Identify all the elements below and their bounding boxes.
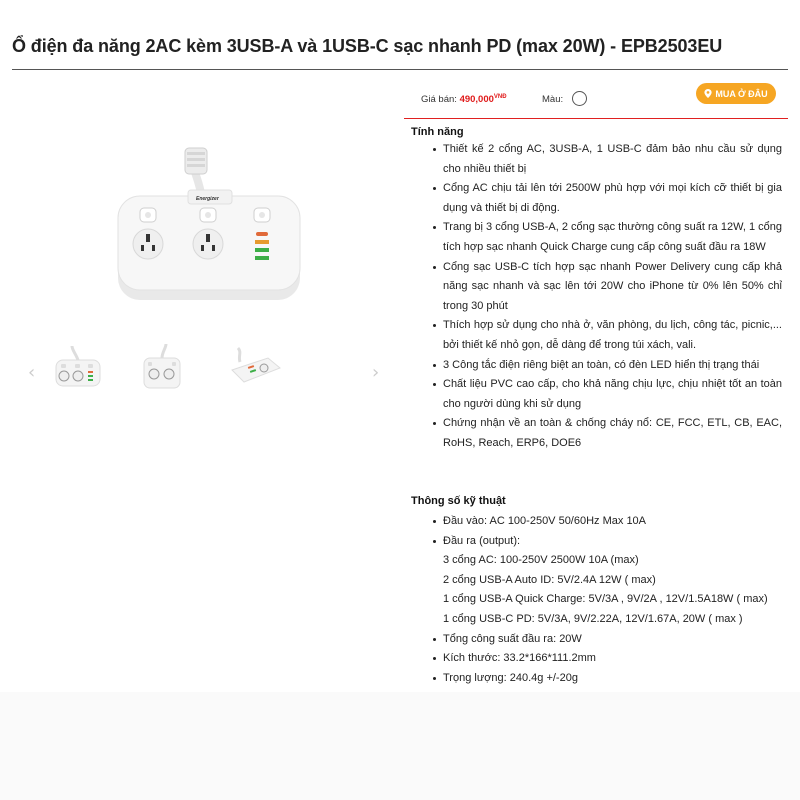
spec-output-label: Đầu ra (output):: [432, 532, 782, 552]
price-value: 490,000: [459, 94, 494, 106]
thumbnail-3[interactable]: [224, 340, 284, 400]
where-to-buy-label: MUA Ở ĐÂU: [715, 88, 768, 99]
spec-output-line: 1 cổng USB-C PD: 5V/3A, 9V/2.22A, 12V/1.67A, 20W ( max ): [443, 612, 743, 625]
feature-item: Chứng nhận về an toàn & chống cháy nổ: CE, FCC, ETL, CB, EAC, RoHS, Reach, ERP6, DOE6: [432, 414, 782, 453]
price-label: Giá bán:: [421, 94, 457, 106]
feature-item: 3 Công tắc điện riêng biệt an toàn, có đèn LED hiển thị trạng thái: [432, 356, 782, 376]
feature-item: Cổng sạc USB-C tích hợp sạc nhanh Power Delivery cung cấp khả năng sạc nhanh và sạc lên tới 20W cho iPhone từ 0% lên 50% chỉ trong 30 phút: [432, 258, 782, 317]
price-row: [421, 94, 507, 105]
price-unit: VNĐ: [493, 94, 507, 100]
product-main-image[interactable]: [100, 140, 310, 300]
specs-list: [432, 512, 782, 688]
map-pin-icon: [704, 89, 712, 98]
chevron-right-icon[interactable]: ›: [372, 362, 380, 383]
spec-input: Đầu vào: AC 100-250V 50/60Hz Max 10A: [432, 512, 782, 532]
thumbnail-2[interactable]: [132, 340, 192, 400]
feature-item: Trang bị 3 cổng USB-A, 2 cổng sạc thường công suất ra 12W, 1 cổng tích hợp sạc nhanh Quick Charge cung cấp công suất đầu ra 18W: [432, 218, 782, 257]
chevron-left-icon[interactable]: ‹: [28, 362, 36, 383]
feature-item: Cổng AC chịu tải lên tới 2500W phù hợp với mọi kích cỡ thiết bị gia dụng và thiết bị di động.: [432, 179, 782, 218]
where-to-buy-button[interactable]: [696, 83, 776, 104]
feature-item: Chất liệu PVC cao cấp, cho khả năng chịu lực, chịu nhiệt tốt an toàn cho người dùng khi sử dụng: [432, 375, 782, 414]
spec-output-line: 1 cổng USB-A Quick Charge: 5V/3A , 9V/2A , 12V/1.5A18W ( max): [443, 593, 768, 606]
thumbnail-1[interactable]: [48, 340, 108, 400]
price-divider: [404, 118, 788, 119]
color-swatch-white[interactable]: [572, 91, 587, 106]
brand-logo: Energizer: [196, 196, 219, 202]
specs-title: Thông số kỹ thuật: [411, 495, 506, 507]
footer-area: [0, 692, 800, 800]
purchase-bar: [404, 80, 788, 120]
spec-output-line: 2 cổng USB-A Auto ID: 5V/2.4A 12W ( max): [443, 573, 656, 586]
spec-dimensions: Kích thước: 33.2*166*111.2mm: [432, 649, 782, 669]
thumbnail-strip: [28, 340, 388, 404]
page-title: Ổ điện đa năng 2AC kèm 3USB-A và 1USB-C sạc nhanh PD (max 20W) - EPB2503EU: [12, 36, 723, 56]
features-title: Tính năng: [411, 126, 464, 138]
color-label: Màu:: [542, 94, 564, 105]
spec-weight: Trọng lượng: 240.4g +/-20g: [432, 669, 782, 689]
title-divider: [12, 69, 788, 70]
feature-item: Thích hợp sử dụng cho nhà ở, văn phòng, du lịch, công tác, picnic,... bởi thiết kế nhỏ gọn, dễ dàng để trong túi xách, vali.: [432, 316, 782, 355]
spec-total-power: Tổng công suất đầu ra: 20W: [432, 630, 782, 650]
feature-item: Thiết kế 2 cổng AC, 3USB-A, 1 USB-C đảm bảo nhu cầu sử dụng cho nhiều thiết bị: [432, 140, 782, 179]
features-list: [432, 140, 782, 454]
spec-output-line: 3 cổng AC: 100-250V 2500W 10A (max): [443, 554, 639, 567]
